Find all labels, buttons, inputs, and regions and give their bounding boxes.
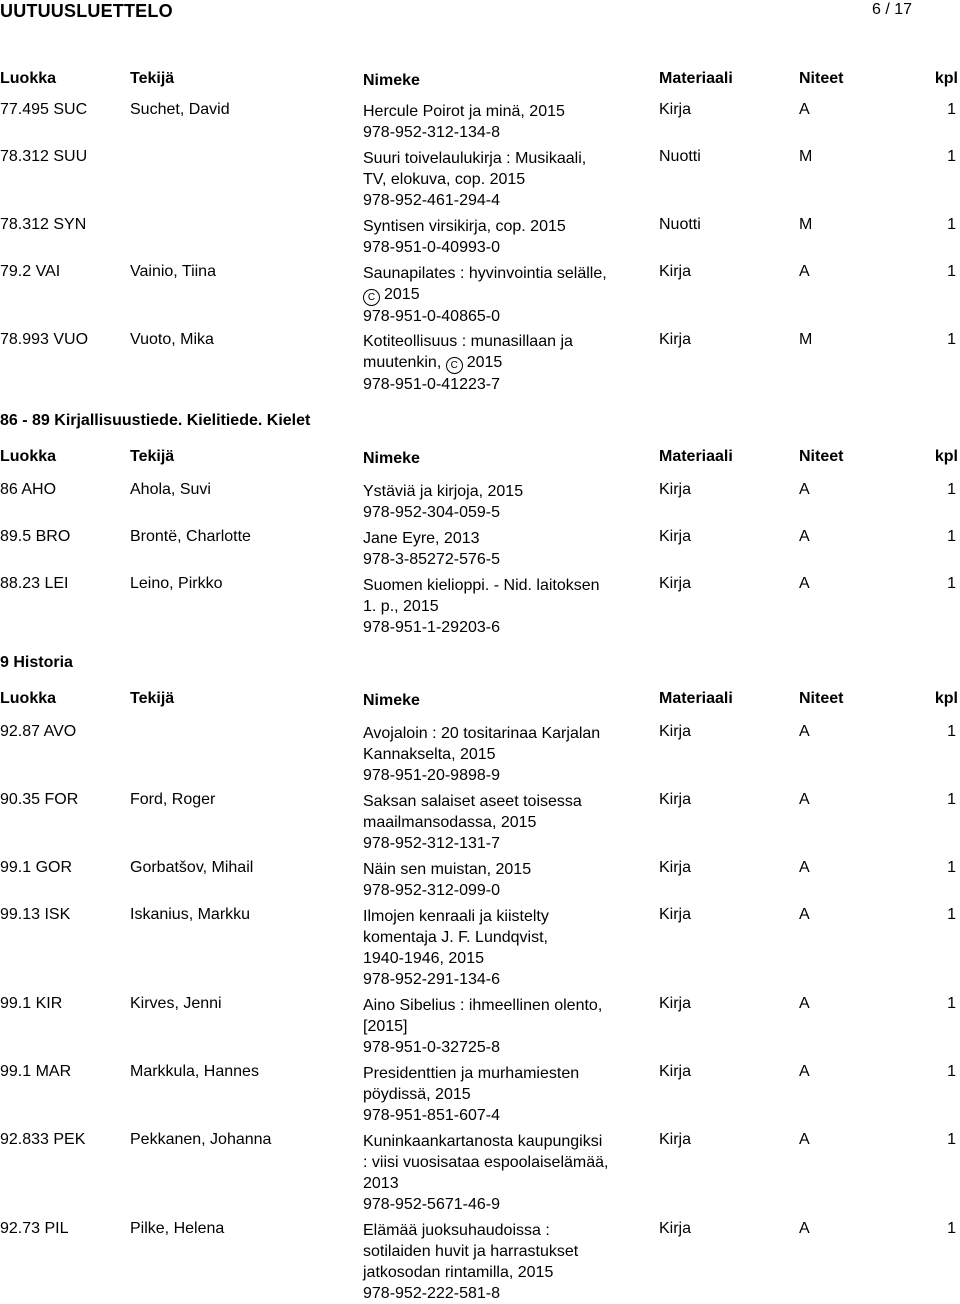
author: Ford, Roger [130, 791, 216, 808]
column-header-nimeke: Nimeke [363, 450, 420, 467]
title-line [363, 284, 625, 306]
title-cell [363, 1063, 625, 1126]
column-header-kpl: kpl [934, 690, 958, 707]
material-type: Kirja [659, 528, 692, 545]
column-header-materiaali: Materiaali [659, 70, 733, 87]
copies-code: M [799, 331, 813, 348]
copies-code: A [799, 575, 810, 592]
material-type: Kirja [659, 1131, 692, 1148]
title-line: Presidenttien ja murhamiesten [363, 1065, 580, 1082]
title-line: Näin sen muistan, 2015 [363, 861, 532, 878]
section-title: 86 - 89 Kirjallisuustiede. Kielitiede. Kielet [0, 412, 311, 429]
author: Suchet, David [130, 101, 230, 118]
quantity: 1 [947, 723, 956, 740]
class-code: 89.5 BRO [0, 528, 71, 545]
class-code: 77.495 SUC [0, 101, 88, 118]
title-cell [363, 331, 625, 395]
author: Brontë, Charlotte [130, 528, 251, 545]
title-line: : viisi vuosisataa espoolaiselämää, [363, 1154, 609, 1171]
material-type: Kirja [659, 263, 692, 280]
title-line: sotilaiden huvit ja harrastukset [363, 1243, 579, 1260]
title-line: Suomen kielioppi. - Nid. laitoksen [363, 577, 600, 594]
title-line: Avojaloin : 20 tositarinaa Karjalan [363, 725, 601, 742]
title-line: komentaja J. F. Lundqvist, [363, 929, 548, 946]
title-cell [363, 995, 625, 1058]
column-header-kpl: kpl [934, 448, 958, 465]
isbn: 978-951-20-9898-9 [363, 767, 500, 784]
column-header-kpl: kpl [934, 70, 958, 87]
title-line: Ilmojen kenraali ja kiistelty [363, 908, 549, 925]
isbn: 978-3-85272-576-5 [363, 551, 500, 568]
class-code: 78.312 SYN [0, 216, 87, 233]
quantity: 1 [947, 1131, 956, 1148]
title-cell [363, 1220, 625, 1304]
author: Gorbatšov, Mihail [130, 859, 254, 876]
isbn: 978-951-0-32725-8 [363, 1039, 500, 1056]
quantity: 1 [947, 1063, 956, 1080]
title-line: TV, elokuva, cop. 2015 [363, 171, 526, 188]
title-line: Aino Sibelius : ihmeellinen olento, [363, 997, 603, 1014]
document-title: UUTUUSLUETTELO [0, 1, 173, 21]
title-line: Ystäviä ja kirjoja, 2015 [363, 483, 524, 500]
title-cell [363, 481, 625, 523]
copies-code: A [799, 791, 810, 808]
quantity: 1 [947, 331, 956, 348]
copies-code: A [799, 906, 810, 923]
title-line-text: 2015 [466, 354, 503, 371]
quantity: 1 [947, 995, 956, 1012]
title-line: Kannakselta, 2015 [363, 746, 496, 763]
title-line-text: 2015 [384, 286, 420, 303]
title-cell [363, 216, 625, 258]
isbn: 978-952-5671-46-9 [363, 1196, 500, 1213]
column-header-niteet: Niteet [799, 70, 844, 87]
title-line: [2015] [363, 1018, 408, 1035]
title-line: 2013 [363, 1175, 399, 1192]
title-line: pöydissä, 2015 [363, 1086, 471, 1103]
title-cell [363, 791, 625, 854]
title-line-text: muutenkin, [363, 354, 446, 371]
title-cell [363, 906, 625, 990]
column-header-niteet: Niteet [799, 448, 844, 465]
material-type: Kirja [659, 331, 692, 348]
author: Ahola, Suvi [130, 481, 211, 498]
column-header-tekija: Tekijä [130, 70, 175, 87]
class-code: 86 AHO [0, 481, 57, 498]
class-code: 99.1 MAR [0, 1063, 72, 1080]
isbn: 978-951-1-29203-6 [363, 619, 500, 636]
isbn: 978-952-312-134-8 [363, 124, 500, 141]
title-line: Suuri toivelaulukirja : Musikaali, [363, 150, 587, 167]
material-type: Kirja [659, 1063, 692, 1080]
author: Vainio, Tiina [130, 263, 216, 280]
column-header-row [0, 690, 960, 710]
material-type: Kirja [659, 791, 692, 808]
material-type: Kirja [659, 101, 692, 118]
isbn: 978-952-304-059-5 [363, 504, 500, 521]
copies-code: A [799, 723, 810, 740]
title-cell [363, 575, 625, 638]
isbn: 978-952-461-294-4 [363, 192, 500, 209]
material-type: Kirja [659, 575, 692, 592]
copyright-icon: C [363, 289, 380, 306]
quantity: 1 [947, 528, 956, 545]
title-cell [363, 101, 625, 143]
isbn: 978-951-0-41223-7 [363, 376, 500, 393]
title-cell [363, 1131, 625, 1215]
class-code: 92.73 PIL [0, 1220, 69, 1237]
class-code: 78.312 SUU [0, 148, 88, 165]
title-cell [363, 723, 625, 786]
quantity: 1 [947, 859, 956, 876]
material-type: Kirja [659, 859, 692, 876]
column-header-row [0, 70, 960, 90]
copies-code: A [799, 481, 810, 498]
material-type: Kirja [659, 1220, 692, 1237]
quantity: 1 [947, 575, 956, 592]
copies-code: M [799, 216, 813, 233]
quantity: 1 [947, 906, 956, 923]
copies-code: A [799, 995, 810, 1012]
copyright-icon: C [446, 357, 463, 374]
class-code: 92.87 AVO [0, 723, 77, 740]
title-line: maailmansodassa, 2015 [363, 814, 537, 831]
column-header-luokka: Luokka [0, 70, 57, 87]
quantity: 1 [947, 791, 956, 808]
isbn: 978-951-0-40993-0 [363, 239, 500, 256]
class-code: 99.1 GOR [0, 859, 73, 876]
copies-code: A [799, 1131, 810, 1148]
title-line: Saunapilates : hyvinvointia selälle, [363, 265, 607, 282]
class-code: 99.1 KIR [0, 995, 63, 1012]
column-header-nimeke: Nimeke [363, 72, 420, 89]
column-header-luokka: Luokka [0, 448, 57, 465]
class-code: 78.993 VUO [0, 331, 89, 348]
class-code: 79.2 VAI [0, 263, 61, 280]
copies-code: A [799, 1220, 810, 1237]
title-cell [363, 263, 625, 327]
title-line [363, 352, 625, 374]
title-cell [363, 859, 625, 901]
material-type: Kirja [659, 995, 692, 1012]
title-line: Hercule Poirot ja minä, 2015 [363, 103, 565, 120]
column-header-tekija: Tekijä [130, 690, 175, 707]
material-type: Kirja [659, 481, 692, 498]
title-line: Kotiteollisuus : munasillaan ja [363, 333, 573, 350]
class-code: 88.23 LEI [0, 575, 69, 592]
isbn: 978-952-312-131-7 [363, 835, 500, 852]
title-cell [363, 148, 625, 211]
author: Iskanius, Markku [130, 906, 251, 923]
copies-code: A [799, 859, 810, 876]
title-line: Saksan salaiset aseet toisessa [363, 793, 582, 810]
author: Markkula, Hannes [130, 1063, 259, 1080]
author: Vuoto, Mika [130, 331, 214, 348]
title-line: jatkosodan rintamilla, 2015 [363, 1264, 554, 1281]
isbn: 978-951-0-40865-0 [363, 308, 500, 325]
column-header-luokka: Luokka [0, 690, 57, 707]
class-code: 92.833 PEK [0, 1131, 86, 1148]
isbn: 978-952-222-581-8 [363, 1285, 500, 1302]
copies-code: M [799, 148, 813, 165]
title-cell [363, 528, 625, 570]
quantity: 1 [947, 101, 956, 118]
quantity: 1 [947, 481, 956, 498]
quantity: 1 [947, 216, 956, 233]
class-code: 90.35 FOR [0, 791, 79, 808]
title-line: 1940-1946, 2015 [363, 950, 484, 967]
copies-code: A [799, 528, 810, 545]
title-line: Kuninkaankartanosta kaupungiksi [363, 1133, 603, 1150]
author: Pilke, Helena [130, 1220, 225, 1237]
material-type: Kirja [659, 723, 692, 740]
copies-code: A [799, 263, 810, 280]
title-line: 1. p., 2015 [363, 598, 439, 615]
copies-code: A [799, 1063, 810, 1080]
column-header-materiaali: Materiaali [659, 448, 733, 465]
isbn: 978-952-312-099-0 [363, 882, 500, 899]
title-line: Jane Eyre, 2013 [363, 530, 480, 547]
material-type: Kirja [659, 906, 692, 923]
title-line: Elämää juoksuhaudoissa : [363, 1222, 550, 1239]
column-header-nimeke: Nimeke [363, 692, 420, 709]
copies-code: A [799, 101, 810, 118]
author: Leino, Pirkko [130, 575, 223, 592]
author: Kirves, Jenni [130, 995, 222, 1012]
title-line: Syntisen virsikirja, cop. 2015 [363, 218, 566, 235]
isbn: 978-952-291-134-6 [363, 971, 500, 988]
class-code: 99.13 ISK [0, 906, 71, 923]
material-type: Nuotti [659, 216, 701, 233]
quantity: 1 [947, 148, 956, 165]
column-header-niteet: Niteet [799, 690, 844, 707]
column-header-materiaali: Materiaali [659, 690, 733, 707]
author: Pekkanen, Johanna [130, 1131, 272, 1148]
column-header-tekija: Tekijä [130, 448, 175, 465]
material-type: Nuotti [659, 148, 701, 165]
quantity: 1 [947, 263, 956, 280]
page-number: 6 / 17 [872, 1, 913, 18]
quantity: 1 [947, 1220, 956, 1237]
isbn: 978-951-851-607-4 [363, 1107, 500, 1124]
section-title: 9 Historia [0, 654, 73, 671]
column-header-row [0, 448, 960, 468]
